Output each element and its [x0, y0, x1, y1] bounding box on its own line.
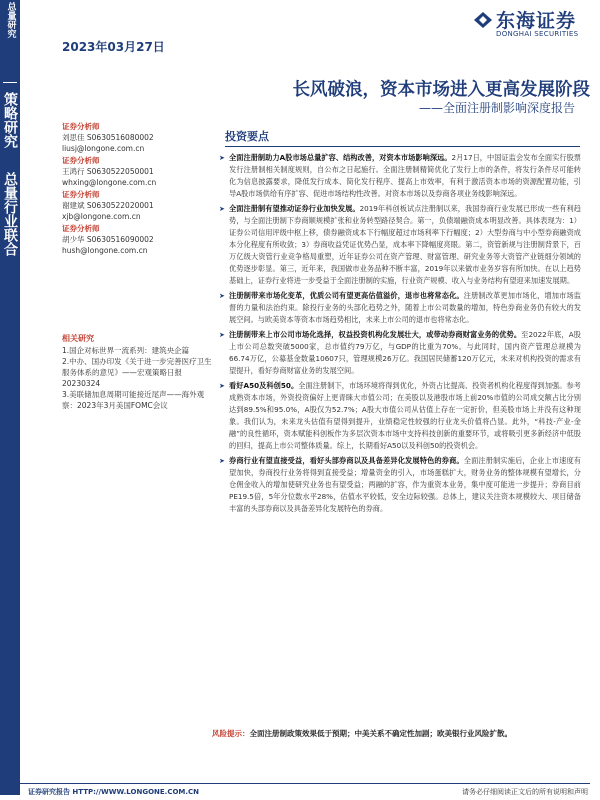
analyst-item: [62, 190, 212, 222]
logo-chinese-text: 东海证券: [496, 10, 577, 32]
analyst-email[interactable]: hush@longone.com.cn: [62, 246, 148, 255]
left-sidebar: [0, 0, 20, 795]
logo-english-text: DONGHAI SECURITIES: [496, 30, 579, 38]
analyst-role: 证券分析师: [62, 122, 100, 131]
analyst-name: 谢建斌 S0630522020001: [62, 201, 154, 210]
sidebar-section-joint: [0, 172, 20, 256]
company-logo: [470, 6, 590, 46]
report-title: 长风破浪，资本市场进入更高发展阶段: [292, 80, 590, 100]
arrow-right-icon: ➤: [219, 457, 225, 465]
arrow-right-icon: ➤: [219, 382, 225, 390]
key-point-body: 全面注册制实施后，企业上市速度有望加快，券商投行业务将得到直接受益；增量资金的引入，市场蛋糕扩大，财务业务的整体规模有望增长，分仓佣金收入的增加使研究业务也有望受益；两融的扩容，作为重资本业务，集中度可能进一步提升；券商目前PE19.5倍，5年分位数水平28%，估值水平较低，安全边际较强。总体上，建议关注资本规模较大、项目储备丰富的头部券商以及具备差异化发展特色的券商。: [229, 456, 581, 513]
key-points-list: [219, 152, 581, 518]
key-point: [219, 455, 581, 515]
analyst-item: [62, 122, 212, 154]
key-point-lead: 注册制带来市场化变革，优质公司有望更高估值溢价，退市也将常态化。: [229, 291, 464, 300]
donghai-logo-icon: [472, 9, 494, 31]
key-point-lead: 券商行业有望直接受益，看好头部券商以及具备差异化发展特色的券商。: [229, 456, 464, 465]
key-point-body: 全面注册制下，市场环境将得到优化，外资占比提高、投资者机构化程度得到加强。参考成熟资本市场，外资投资偏好上更青睐大市值公司；在美股以及港股市场上前20%市值的公司成交额占比分别达到89.5%和95.0%，A股仅为52.7%；A股大市值公司从估值上存在一定折价，但美股市场上并没有这种现象。我们认为，未来龙头估值有望得到提升，业绩稳定性较强的行业龙头价值将凸显。此外，“科技-产业-金融”的良性循环，资本赋能科创板作为多层次资本市场中支持科技创新的重要环节，或将吸引更多新经济中低股的回归，提高上市公司整体质量。综上，长期看好A50以及科创50的投资机会。: [229, 381, 581, 450]
analyst-name: 王鸿行 S0630522050001: [62, 167, 154, 176]
arrow-right-icon: ➤: [219, 154, 225, 162]
related-research-item[interactable]: 3.美联储加息周期可能接近尾声——海外观察：2023年3月美国FOMC会议: [62, 390, 205, 410]
related-research-item[interactable]: 1.国企对标世界一流系列：建筑央企篇: [62, 346, 190, 355]
related-research-item[interactable]: 2.中办、国办印发《关于进一步完善医疗卫生服务体系的意见》——宏观策略日报20230324: [62, 357, 212, 388]
footer-disclaimer: 请务必仔细阅读正文后的所有说明和声明: [462, 788, 588, 796]
sidebar-section-strategy: [0, 92, 20, 148]
key-point-lead: 全面注册制有望推动证券行业加快发展。: [229, 204, 360, 213]
key-point: [219, 290, 581, 326]
sidebar-top-label: [0, 0, 20, 44]
key-point-body: 2月17日，中国证监会发布全面实行股票发行注册制相关制度规则，自公布之日起施行。全面注册制精简优化了发行上市的条件，将发行条件尽可能转化为信息披露要求，降低发行成本、简化发行程序、提高上市效率，有利于激活资本市场的资源配置功能，引导A股市场供给有序扩容、促进市场结构性改善。对资本市场以及券商各项业务线影响深远。: [229, 153, 581, 198]
sidebar-divider: [3, 82, 17, 83]
footer-website[interactable]: 证券研究报告 HTTP://WWW.LONGONE.COM.CN: [28, 788, 200, 796]
sidebar-section-strategy-text: 策略研究: [2, 92, 18, 148]
analyst-role: 证券分析师: [62, 224, 100, 233]
arrow-right-icon: ➤: [219, 331, 225, 339]
analyst-role: 证券分析师: [62, 156, 100, 165]
analyst-item: [62, 224, 212, 256]
key-point-body: 至2022年底，A股上市公司总数突破5000家，总市值约79万亿，与GDP的比重为70%。与此同时，国内资产管理总规模为66.74万亿，公募基金数量10607只，管理规模26万亿。我国居民储蓄120万亿元，未来对机构投资的需求有望提升，看好券商财富业务的发展空间。: [229, 330, 581, 375]
analyst-email[interactable]: xjb@longone.com.cn: [62, 212, 141, 221]
analyst-email[interactable]: liusj@longone.com.cn: [62, 144, 145, 153]
key-point-lead: 注册制带来上市公司市场化选择，权益投资机构化发展壮大，或带动券商财富业务的优势。: [229, 330, 522, 339]
arrow-right-icon: ➤: [219, 205, 225, 213]
key-points-heading: 投资要点: [225, 130, 269, 143]
key-point-body: 注册制改革更加市场化，增加市场监督的力量和法治约束。除投行业务的头部化趋势之外，随着上市公司数量的增加，特色券商业务仍有较大的发展空间。与欧美资本等资本市场趋势相比，未来上市公司的退市也将常态化。: [229, 291, 581, 324]
sidebar-top-text: 总量研究: [5, 2, 16, 38]
analyst-email[interactable]: whxing@longone.com.cn: [62, 178, 157, 187]
analyst-role: 证券分析师: [62, 190, 100, 199]
analyst-list: [62, 122, 212, 258]
arrow-right-icon: ➤: [219, 292, 225, 300]
key-points-divider: [225, 146, 580, 147]
key-point: [219, 152, 581, 200]
risk-label: 风险提示：: [212, 729, 250, 738]
report-date: 2023年03月27日: [62, 40, 165, 54]
analyst-item: [62, 156, 212, 188]
sidebar-section-joint-text: 总量行业联合: [2, 172, 18, 256]
related-research: [62, 333, 212, 411]
related-research-heading: 相关研究: [62, 334, 94, 343]
analyst-name: 胡少华 S0630516090002: [62, 235, 154, 244]
report-subtitle: ——全面注册制影响深度报告: [418, 101, 575, 115]
analyst-name: 刘思佳 S0630516080002: [62, 133, 154, 142]
key-point-body: 2019年科创板试点注册制以来，我国券商行业发展已形成一些有利趋势，与全面注册制下券商顺规模扩张和业务转型路径契合。第一，负债端融资成本明显改善。具体表现为：1）证券公司信用评级中枢上移，债券融资成本下行幅度超过市场利率下行幅度；2）大型券商与中小型券商融资成本分化程度有所收敛；3）券商收益凭证优势凸显，成本率下降幅度亮眼。第二，资管新规与注册制背景下，百万亿级大资管行业竞争格局重塑，近年证券公司在资产管理、财富管理、研究业务等大资管产业链细分领域的优势逐步彰显。第三，近年来，我国做市业务品种不断丰富，2019年以来做市业务岁容有所加快。在以上趋势基础上，证券行业将进一步受益于全面注册制的实施，行业资产规模、收入与业务结构有望迎来加速发展期。: [229, 204, 581, 285]
key-point: [219, 380, 581, 452]
risk-text: 全面注册制政策效果低于预期；中美关系不确定性加剧；欧美银行业风险扩散。: [249, 729, 512, 738]
risk-warning: [212, 728, 582, 739]
key-point-lead: 全面注册制助力A股市场总量扩容、结构改善，对资本市场影响深远。: [229, 153, 452, 162]
key-point: [219, 203, 581, 287]
key-point: [219, 329, 581, 377]
key-point-lead: 看好A50及科创50。: [229, 381, 299, 390]
footer-divider: [20, 783, 590, 784]
